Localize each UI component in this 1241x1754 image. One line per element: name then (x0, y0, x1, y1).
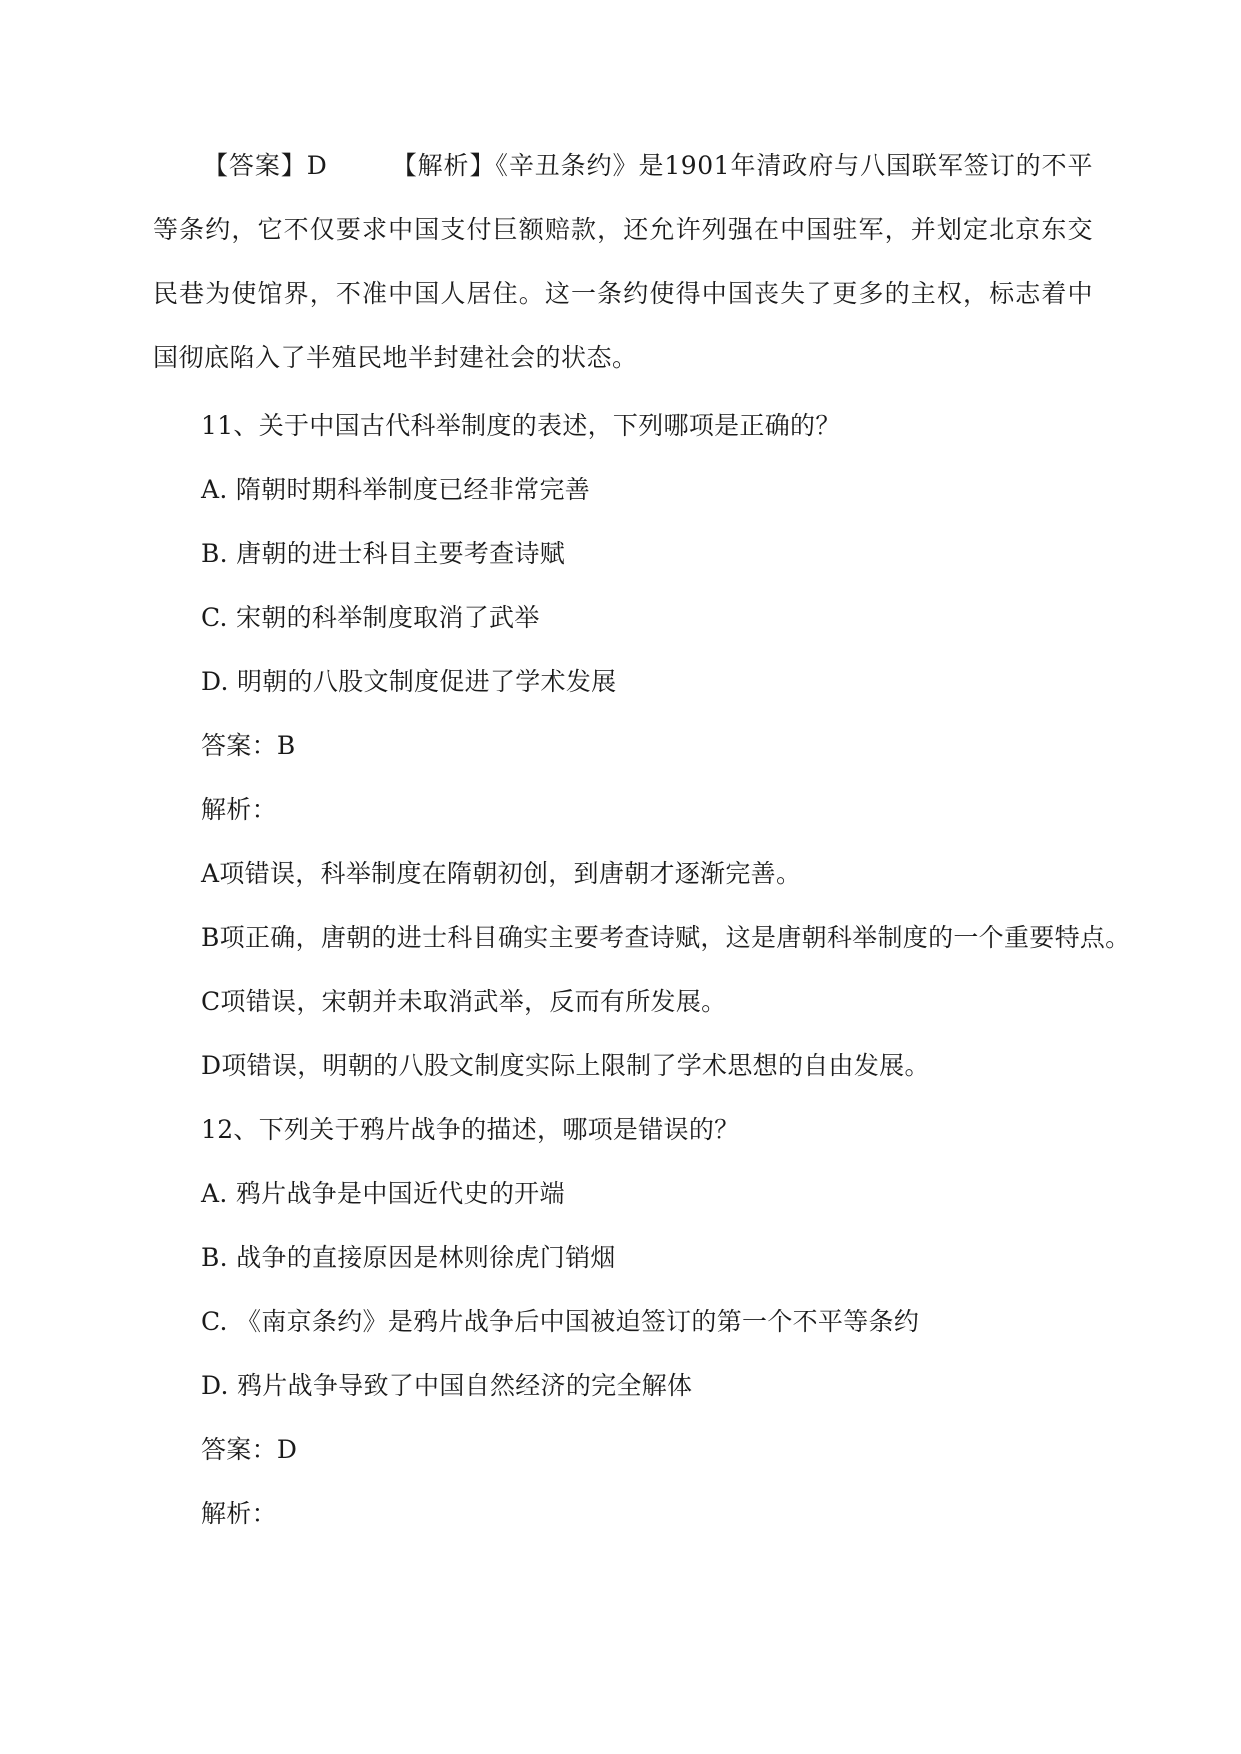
question-12-option-a: A. 鸦片战争是中国近代史的开端 (201, 1179, 565, 1208)
question-11-stem: 11、关于中国古代科举制度的表述，下列哪项是正确的？ (201, 411, 841, 440)
question-12-stem: 12、下列关于鸦片战争的描述，哪项是错误的？ (201, 1115, 740, 1144)
question-11-answer: 答案：B (201, 731, 296, 760)
question-12-option-d: D. 鸦片战争导致了中国自然经济的完全解体 (201, 1371, 693, 1400)
question-12-analysis-label: 解析： (201, 1499, 277, 1528)
question-12-option-c: C. 《南京条约》是鸦片战争后中国被迫签订的第一个不平等条约 (201, 1307, 920, 1336)
intro-answer-paragraph (153, 134, 1093, 390)
question-11-option-a: A. 隋朝时期科举制度已经非常完善 (201, 475, 591, 504)
question-12-answer: 答案：D (201, 1435, 298, 1464)
question-12-option-b: B. 战争的直接原因是林则徐虎门销烟 (201, 1243, 616, 1272)
intro-analysis-text: 【解析】《辛丑条约》是1901年清政府与八国联军签订的不平等条约，它不仅要求中国支付巨额赔款，还允许列强在中国驻军，并划定北京东交民巷为使馆界，不准中国人居住。这一条约使得中国丧失了更多的主权，标志着中国彻底陷入了半殖民地半封建社会的状态。 (153, 151, 1093, 372)
question-11-option-c: C. 宋朝的科举制度取消了武举 (201, 603, 540, 632)
question-11-option-b: B. 唐朝的进士科目主要考查诗赋 (201, 539, 566, 568)
question-11-analysis-label: 解析： (201, 795, 277, 824)
intro-answer-label: 【答案】D (203, 151, 328, 180)
question-11-analysis-a: A项错误，科举制度在隋朝初创，到唐朝才逐渐完善。 (201, 859, 802, 888)
question-11-option-d: D. 明朝的八股文制度促进了学术发展 (201, 667, 617, 696)
question-11-analysis-b: B项正确，唐朝的进士科目确实主要考查诗赋，这是唐朝科举制度的一个重要特点。 (201, 923, 1131, 952)
question-11-analysis-d: D项错误，明朝的八股文制度实际上限制了学术思想的自由发展。 (201, 1051, 930, 1080)
question-11-analysis-c: C项错误，宋朝并未取消武举，反而有所发展。 (201, 987, 727, 1016)
